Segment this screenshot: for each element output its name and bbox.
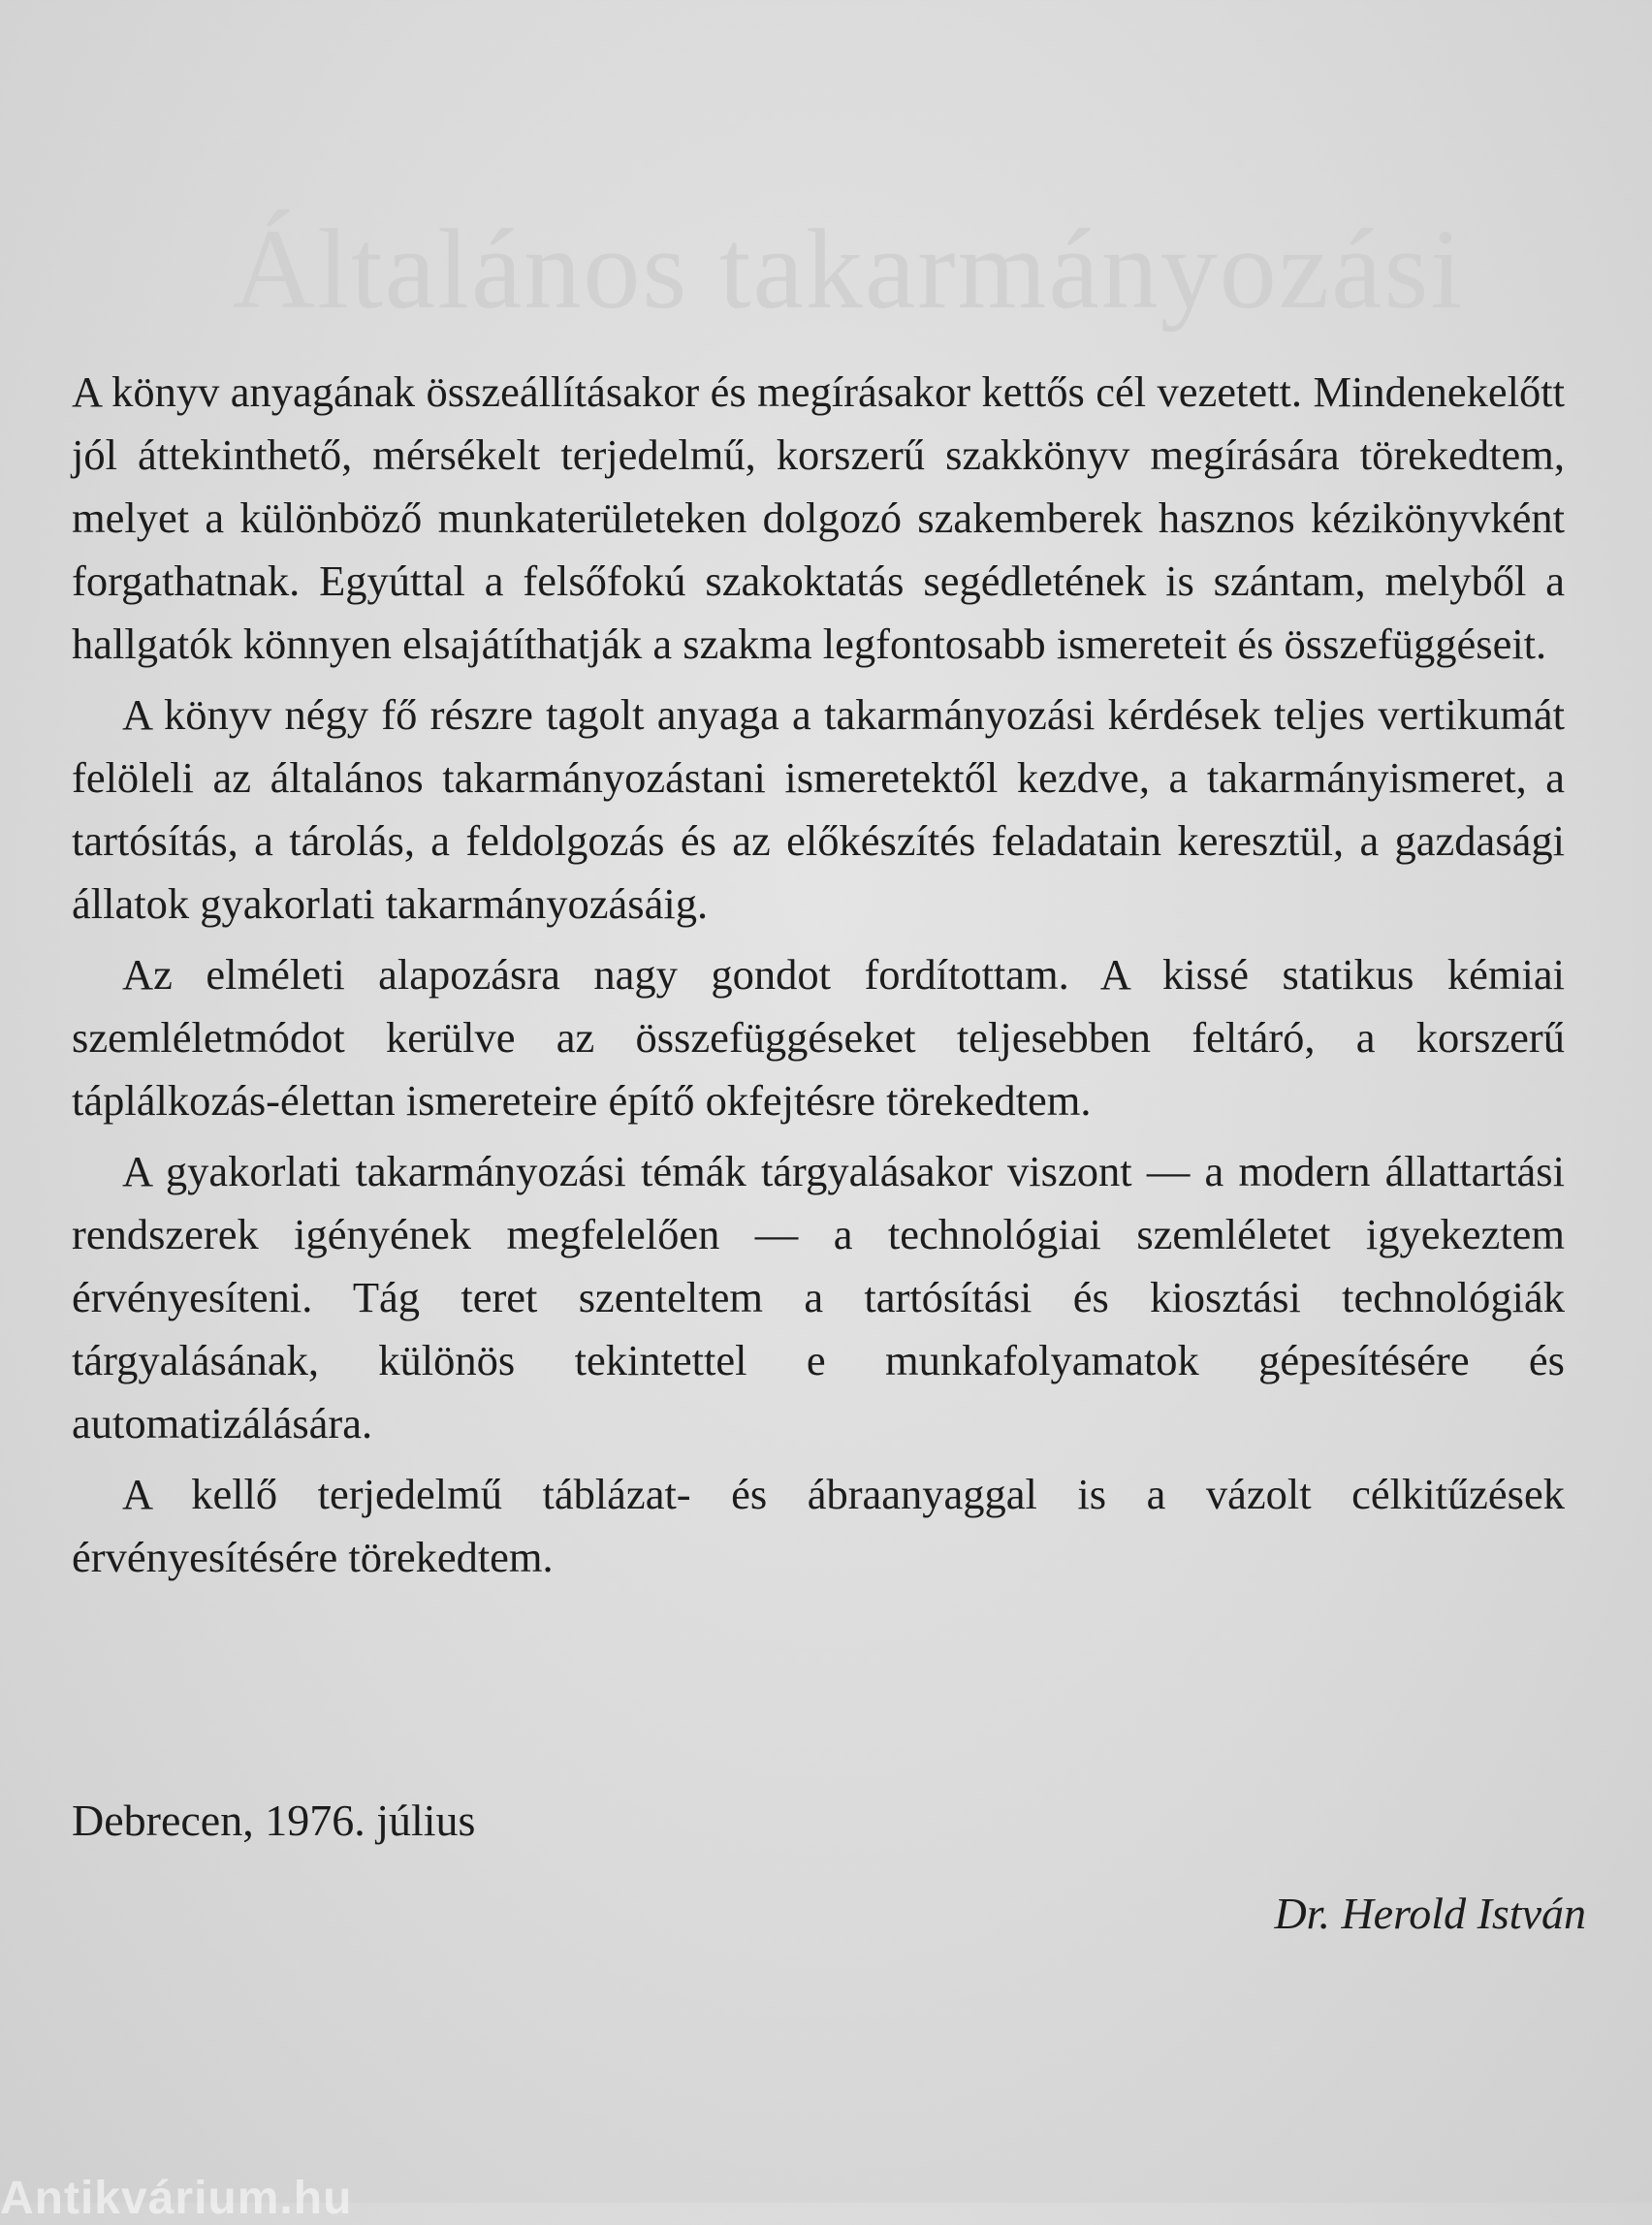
site-watermark: Antikvárium.hu xyxy=(0,2173,353,2224)
author-signature: Dr. Herold István xyxy=(1274,1889,1586,1938)
faded-show-through-heading: Általános takarmányozási xyxy=(233,206,1465,333)
paragraph-4: A gyakorlati takarmányozási témák tárgyalásakor viszont — a modern állattartási rendszerek igényének megfelelően — a technológiai szemléletet igyekeztem érvényesíteni. Tág teret szenteltem a tartósítási és kiosztási technológiák tárgyalásának, különös tekintettel e munkafolyamatok gépesítésére és automatizálására. xyxy=(72,1147,1565,1447)
paragraph-3: Az elméleti alapozásra nagy gondot fordítottam. A kissé statikus kémiai szemléletmódot kerülve az összefüggéseket teljesebben feltáró, a korszerű táplálkozás-élettan ismereteire építő okfejtésre törekedtem. xyxy=(72,950,1565,1125)
paragraph-5: A kellő terjedelmű táblázat- és ábraanyaggal is a vázolt célkitűzések érvényesítésére törekedtem. xyxy=(72,1470,1565,1581)
paragraph-1: A könyv anyagának összeállításakor és megírásakor kettős cél vezetett. Mindenekelőtt jól áttekinthető, mérsékelt terjedelmű, korszerű szakkönyv megírására törekedtem, melyet a különböző munkaterületeken dolgozó szakemberek hasznos kézikönyvként forgathatnak. Egyúttal a felsőfokú szakoktatás segédletének is szántam, melyből a hallgatók könnyen elsajátíthatják a szakma legfontosabb ismereteit és összefüggéseit. xyxy=(72,367,1565,668)
place-and-date: Debrecen, 1976. július xyxy=(72,1796,476,1845)
paragraph-2: A könyv négy fő részre tagolt anyaga a takarmányozási kérdések teljes vertikumát felöleli az általános takarmányozástani ismeretektől kezdve, a takarmányismeret, a tartósítás, a tárolás, a feldolgozás és az előkészítés feladatain keresztül, a gazdasági állatok gyakorlati takarmányozásáig. xyxy=(72,690,1565,928)
preface-body xyxy=(72,361,1565,1597)
